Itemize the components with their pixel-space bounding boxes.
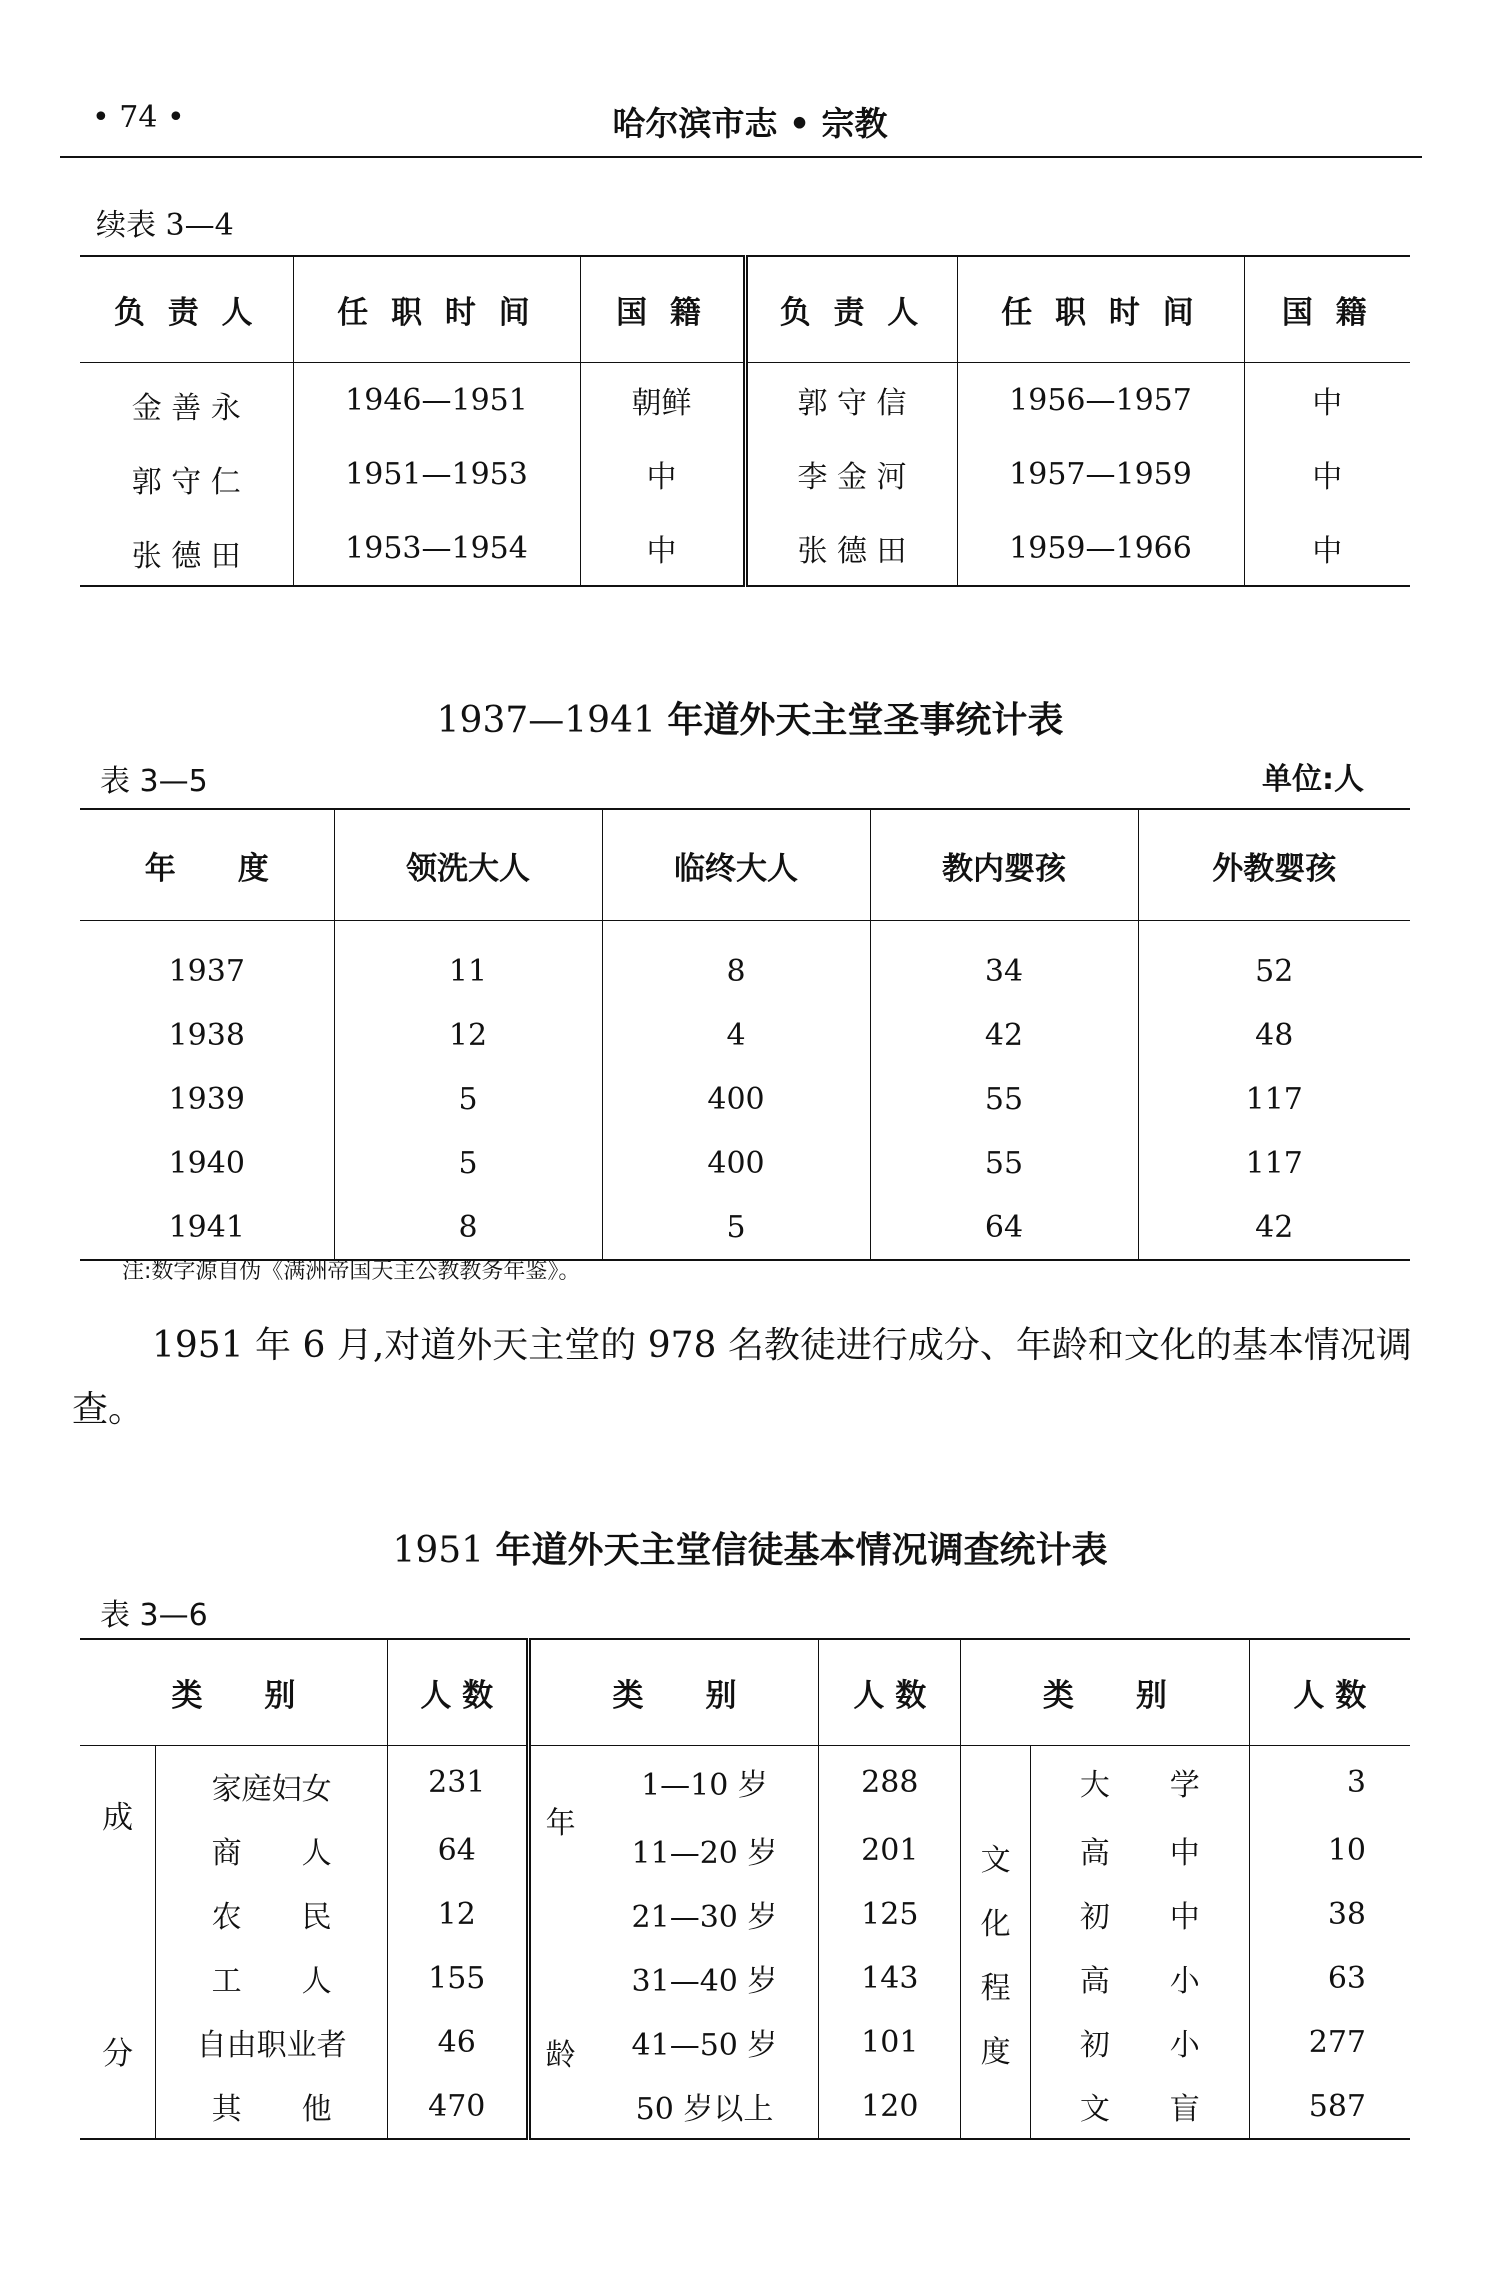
group-label-age <box>528 1746 590 2140</box>
table-cell: 288 <box>819 1746 961 1819</box>
table-header-row <box>80 1639 1410 1746</box>
page-number: • 74 • <box>92 100 185 135</box>
table-cell: 1940 <box>168 1145 245 1181</box>
table-cell: 8 <box>602 921 870 1004</box>
column-header: 任 职 时 间 <box>957 256 1244 363</box>
column-header: 临终大人 <box>602 809 870 921</box>
table-cell: 34 <box>870 921 1138 1004</box>
table-cell: 50 岁以上 <box>635 2092 774 2127</box>
table-cell: 8 <box>334 1195 602 1260</box>
table-cell: 55 <box>870 1131 1138 1195</box>
column-header: 人 数 <box>819 1639 961 1746</box>
table-cell: 52 <box>1138 921 1410 1004</box>
table-cell: 郭 守 信 <box>745 363 957 438</box>
group-label-top: 成 <box>102 1800 134 1836</box>
column-header: 类 别 <box>961 1639 1249 1746</box>
table-header-row <box>80 809 1410 921</box>
table-cell: 1956—1957 <box>957 363 1244 438</box>
table-3-5-unit: 单位:人 <box>1262 762 1364 797</box>
table-cell: 农 民 <box>156 1882 388 1946</box>
table-cell: 11 <box>334 921 602 1004</box>
table-cell: 张 德 田 <box>131 539 241 574</box>
column-header: 类 别 <box>80 1639 387 1746</box>
table-cell: 277 <box>1249 2010 1410 2074</box>
title-prefix: 1937—1941 <box>436 700 668 741</box>
table-cell: 63 <box>1249 1946 1410 2010</box>
title-prefix: 1951 <box>392 1530 496 1571</box>
table-cell: 初 小 <box>1031 2010 1250 2074</box>
table-cell: 155 <box>387 1946 528 2010</box>
table-cell: 自由职业者 <box>156 2010 388 2074</box>
table-cell: 中 <box>580 437 745 511</box>
table-row <box>80 1946 1410 2010</box>
column-header: 人 数 <box>387 1639 528 1746</box>
table-cell: 42 <box>870 1003 1138 1067</box>
table-cell: 5 <box>602 1195 870 1260</box>
table-cell: 38 <box>1249 1882 1410 1946</box>
table-row <box>80 1131 1410 1195</box>
table-cell: 中 <box>1244 363 1410 438</box>
table-3-5-note: 注:数字源自伪《满洲帝国天主公教教务年鉴》。 <box>122 1259 581 1284</box>
table-row <box>80 2074 1410 2139</box>
table-cell: 470 <box>387 2074 528 2139</box>
table-cell: 400 <box>602 1131 870 1195</box>
table-cell: 12 <box>334 1003 602 1067</box>
table-cell: 12 <box>387 1882 528 1946</box>
table-cell: 家庭妇女 <box>156 1746 388 1819</box>
table-row <box>80 363 1410 438</box>
table-cell: 5 <box>334 1067 602 1131</box>
table-cell: 1—10 岁 <box>641 1768 768 1803</box>
table-row <box>80 1003 1410 1067</box>
table-cell: 李 金 河 <box>745 437 957 511</box>
table-cell: 中 <box>1244 511 1410 586</box>
table-3-5-title <box>0 692 1500 743</box>
group-label-bottom: 龄 <box>545 2038 576 2073</box>
table-cell: 张 德 田 <box>745 511 957 586</box>
table-cell: 143 <box>819 1946 961 2010</box>
table-cell: 1953—1954 <box>293 511 580 586</box>
table-cell: 117 <box>1138 1131 1410 1195</box>
group-label-composition <box>80 1746 156 2140</box>
table-row <box>80 2010 1410 2074</box>
table-cell: 10 <box>1249 1818 1410 1882</box>
column-header: 国 籍 <box>580 256 745 363</box>
table-cell: 41—50 岁 <box>631 2028 778 2063</box>
table-cell: 高 中 <box>1031 1818 1250 1882</box>
table-cell: 64 <box>870 1195 1138 1260</box>
table-cell: 201 <box>819 1818 961 1882</box>
table-cell: 64 <box>387 1818 528 1882</box>
table-3-4 <box>80 255 1410 587</box>
table-cell: 42 <box>1138 1195 1410 1260</box>
column-header: 类 别 <box>528 1639 819 1746</box>
table-cell: 1959—1966 <box>957 511 1244 586</box>
table-3-6-title <box>0 1522 1500 1573</box>
table-3-6 <box>80 1638 1410 2140</box>
table-header-row <box>80 256 1410 363</box>
table-cell: 120 <box>819 2074 961 2139</box>
group-label-bottom: 分 <box>102 2036 134 2072</box>
table-cell: 4 <box>602 1003 870 1067</box>
group-label-education <box>961 1746 1031 2140</box>
header-rule <box>60 156 1422 158</box>
table-3-4-caption: 续表 3—4 <box>96 208 234 243</box>
column-header: 领洗大人 <box>334 809 602 921</box>
table-row <box>80 921 1410 1004</box>
table-cell: 21—30 岁 <box>631 1900 778 1935</box>
table-cell: 中 <box>1244 437 1410 511</box>
table-row <box>80 437 1410 511</box>
table-cell: 郭 守 仁 <box>131 465 241 500</box>
table-row <box>80 1746 1410 1819</box>
column-header: 年 度 <box>80 809 334 921</box>
table-cell: 400 <box>602 1067 870 1131</box>
table-cell: 1946—1951 <box>293 363 580 438</box>
table-cell: 117 <box>1138 1067 1410 1131</box>
table-row <box>80 1067 1410 1131</box>
table-cell: 48 <box>1138 1003 1410 1067</box>
title-text: 年道外天主堂圣事统计表 <box>667 700 1064 741</box>
table-cell: 朝鲜 <box>580 363 745 438</box>
body-paragraph: 1951 年 6 月,对道外天主堂的 978 名教徒进行成分、年龄和文化的基本情况调查。 <box>72 1325 1412 1430</box>
table-cell: 587 <box>1249 2074 1410 2139</box>
table-cell: 31—40 岁 <box>631 1964 778 1999</box>
table-row <box>80 1818 1410 1882</box>
table-cell: 1938 <box>168 1017 245 1053</box>
table-cell: 101 <box>819 2010 961 2074</box>
table-cell: 11—20 岁 <box>631 1836 778 1871</box>
table-cell: 1957—1959 <box>957 437 1244 511</box>
group-label-top: 年 <box>545 1806 576 1841</box>
table-3-5-caption: 表 3—5 <box>100 764 208 799</box>
table-cell: 46 <box>387 2010 528 2074</box>
table-cell: 商 人 <box>156 1818 388 1882</box>
table-3-5 <box>80 808 1410 1261</box>
column-header: 人 数 <box>1249 1639 1410 1746</box>
table-cell: 工 人 <box>156 1946 388 2010</box>
column-header: 教内婴孩 <box>870 809 1138 921</box>
running-header-title: 哈尔滨市志 • 宗教 <box>612 104 888 143</box>
column-header: 任 职 时 间 <box>293 256 580 363</box>
table-cell: 1937 <box>168 953 245 989</box>
table-cell: 初 中 <box>1031 1882 1250 1946</box>
table-cell: 大 学 <box>1031 1746 1250 1819</box>
table-3-6-caption: 表 3—6 <box>100 1598 208 1633</box>
table-cell: 55 <box>870 1067 1138 1131</box>
column-header: 国 籍 <box>1244 256 1410 363</box>
table-cell: 5 <box>334 1131 602 1195</box>
group-label-vertical: 文 化 程 度 <box>980 1843 1011 2070</box>
table-cell: 高 小 <box>1031 1946 1250 2010</box>
column-header: 外教婴孩 <box>1138 809 1410 921</box>
table-cell: 1939 <box>168 1081 245 1117</box>
table-cell: 文 盲 <box>1031 2074 1250 2139</box>
table-cell: 中 <box>580 511 745 586</box>
table-row <box>80 511 1410 586</box>
table-cell: 1951—1953 <box>293 437 580 511</box>
table-cell: 231 <box>387 1746 528 1819</box>
table-cell: 其 他 <box>156 2074 388 2139</box>
column-header: 负 责 人 <box>80 256 293 363</box>
table-row <box>80 1882 1410 1946</box>
title-text: 年道外天主堂信徒基本情况调查统计表 <box>495 1530 1108 1571</box>
table-cell: 1941 <box>168 1209 245 1245</box>
table-cell: 金 善 永 <box>131 391 241 426</box>
column-header: 负 责 人 <box>745 256 957 363</box>
table-cell: 125 <box>819 1882 961 1946</box>
table-cell: 3 <box>1249 1746 1410 1819</box>
table-row <box>80 1195 1410 1260</box>
